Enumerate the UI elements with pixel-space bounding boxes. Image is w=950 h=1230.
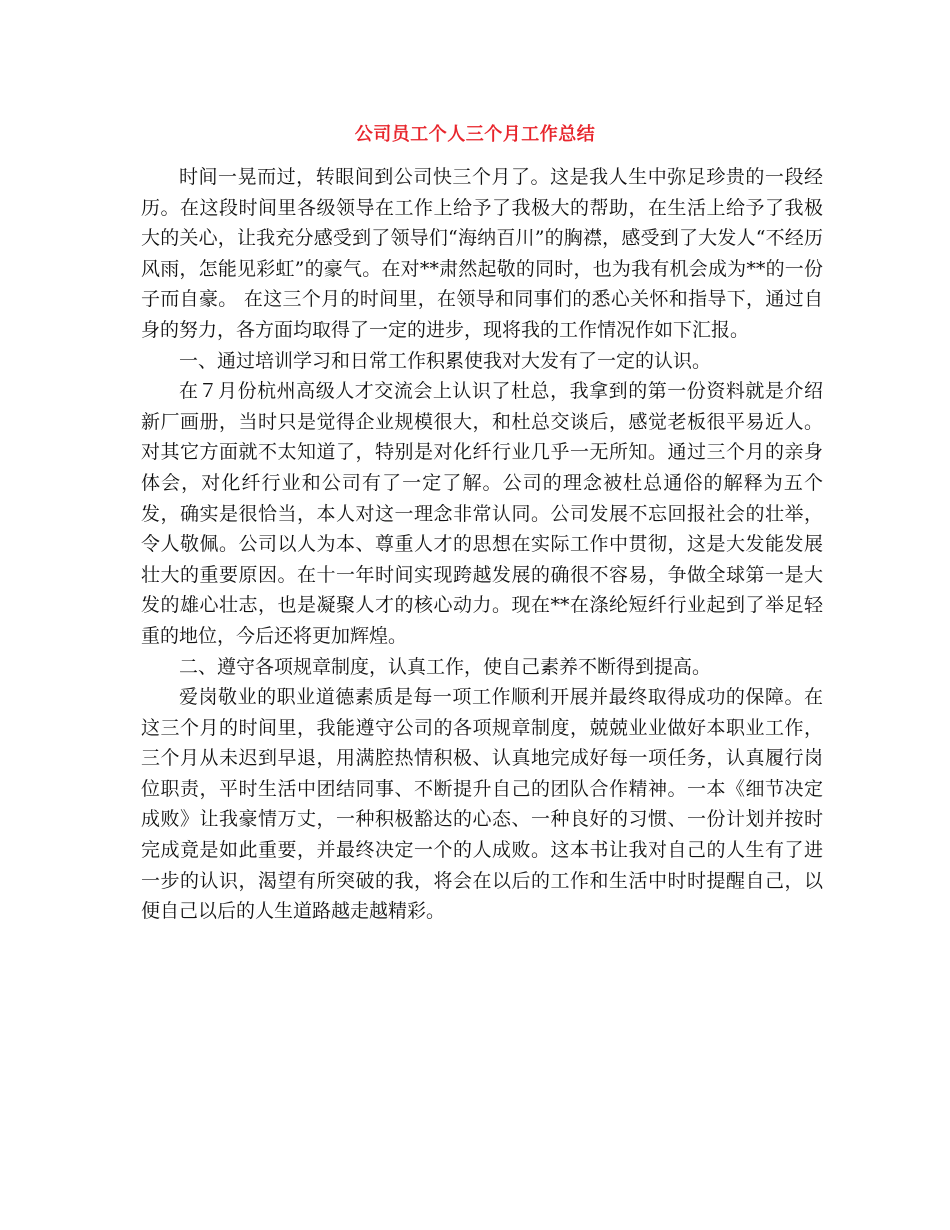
paragraph-section-2: 爱岗敬业的职业道德素质是每一项工作顺利开展并最终取得成功的保障。在这三个月的时间里，我能遵守公司的各项规章制度，兢兢业业做好本职业工作，三个月从未迟到早退，用满腔热情积极、认真地完成好每一项任务，认真履行岗位职责，平时生活中团结同事、不断提升自己的团队合作精神。一本《细节决定成败》让我豪情万丈，一种积极豁达的心态、一种良好的习惯、一份计划并按时完成竟是如此重要，并最终决定一个的人成败。这本书让我对自己的人生有了进一步的认识，渴望有所突破的我，将会在以后的工作和生活中时时提醒自己，以便自己以后的人生道路越走越精彩。 — [141, 686, 823, 923]
paragraph-section-1: 在７月份杭州高级人才交流会上认识了杜总，我拿到的第一份资料就是介绍新厂画册，当时只是觉得企业规模很大，和杜总交谈后，感觉老板很平易近人。对其它方面就不太知道了，特别是对化纤行业几乎一无所知。通过三个月的亲身体会，对化纤行业和公司有了一定了解。公司的理念被杜总通俗的解释为五个发，确实是很恰当，本人对这一理念非常认同。公司发展不忘回报社会的壮举，令人敬佩。公司以人为本、尊重人才的思想在实际工作中贯彻，这是大发能发展壮大的重要原因。在十一年时间实现跨越发展的确很不容易，争做全球第一是大发的雄心壮志，也是凝聚人才的核心动力。现在**在涤纶短纤行业起到了举足轻重的地位，今后还将更加辉煌。 — [141, 380, 823, 647]
section-heading-2: 二、遵守各项规章制度，认真工作，使自己素养不断得到提高。 — [179, 655, 712, 678]
document-body — [141, 162, 823, 927]
section-heading-1: 一、通过培训学习和日常工作积累使我对大发有了一定的认识。 — [179, 349, 712, 372]
document-title: 公司员工个人三个月工作总结 — [354, 124, 596, 145]
paragraph-intro: 时间一晃而过，转眼间到公司快三个月了。这是我人生中弥足珍贵的一段经历。在这段时间里各级领导在工作上给予了我极大的帮助，在生活上给予了我极大的关心，让我充分感受到了领导们“海纳百川”的胸襟，感受到了大发人“不经历风雨，怎能见彩虹”的豪气。在对**肃然起敬的同时，也为我有机会成为**的一份子而自豪。 在这三个月的时间里，在领导和同事们的悉心关怀和指导下，通过自身的努力，各方面均取得了一定的进步，现将我的工作情况作如下汇报。 — [141, 166, 823, 341]
